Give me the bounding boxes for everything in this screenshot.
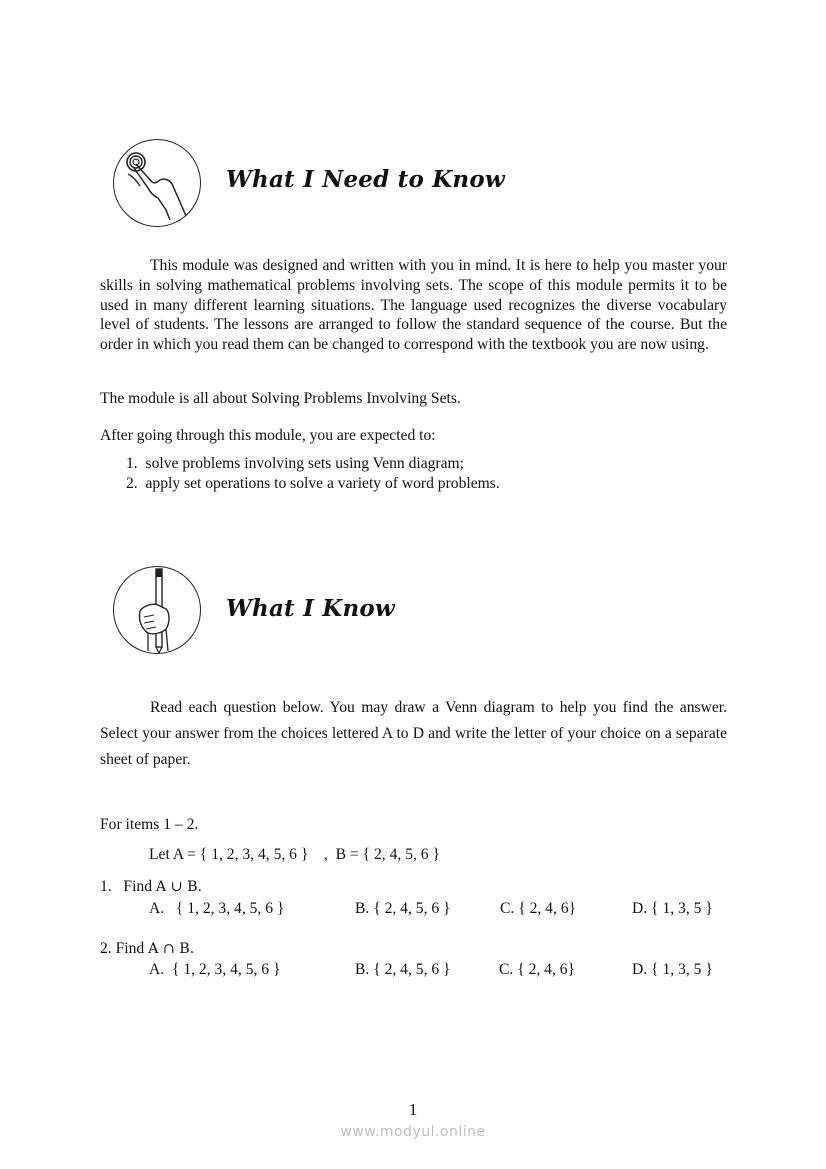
question-word: Find [123, 878, 153, 895]
question-word: Find [115, 940, 145, 957]
question-2-choice-c[interactable]: C. { 2, 4, 6} [499, 961, 576, 978]
objective-text: apply set operations to solve a variety of word problems. [145, 475, 500, 492]
objective-number: 1. [126, 455, 138, 472]
hand-tap-icon [113, 139, 201, 227]
instructions-text: Read each question below. You may draw a Venn diagram to help you find the answer. Select your answer from the choices lettered A to D and write the letter of your choice on a separate sheet of paper. [100, 699, 727, 768]
question-1-choice-a[interactable]: A. { 1, 2, 3, 4, 5, 6 } [149, 900, 285, 917]
expectations-lead-text: After going through this module, you are expected to: [100, 427, 436, 444]
section-title-what-i-need-to-know: What I Need to Know [226, 166, 505, 193]
watermark: www.modyul.online [340, 1124, 486, 1140]
question-1-prompt [100, 878, 202, 896]
objective-item [126, 475, 500, 493]
page-number: 1 [408, 1100, 418, 1119]
module-about-text: The module is all about Solving Problems Involving Sets. [100, 390, 461, 407]
objective-text: solve problems involving sets using Venn diagram; [145, 455, 464, 472]
question-number: 1. [100, 878, 112, 895]
question-number: 2. [100, 940, 112, 957]
question-1-choice-c[interactable]: C. { 2, 4, 6} [500, 900, 577, 917]
instructions-paragraph [100, 695, 727, 773]
question-2-choice-d[interactable]: D. { 1, 3, 5 } [632, 961, 713, 978]
question-1-choice-b[interactable]: B. { 2, 4, 5, 6 } [355, 900, 451, 917]
objective-number: 2. [126, 475, 138, 492]
hand-pencil-icon [113, 566, 201, 654]
question-2-choice-a[interactable]: A. { 1, 2, 3, 4, 5, 6 } [149, 961, 281, 978]
question-1-choice-d[interactable]: D. { 1, 3, 5 } [632, 900, 713, 917]
intro-paragraph [100, 256, 727, 355]
objective-item [126, 455, 464, 473]
question-expression: A ∪ B. [155, 879, 203, 895]
question-2-prompt [100, 940, 194, 958]
question-2-choice-b[interactable]: B. { 2, 4, 5, 6 } [355, 961, 451, 978]
intro-text: This module was designed and written with you in mind. It is here to help you master your skills in solving mathematical problems involving sets. The scope of this module permits it to be used in many different learning situations. The language used recognizes the diverse vocabulary level of students. The lessons are arranged to follow the standard sequence of the course. But the order in which you read them can be changed to correspond with the textbook you are now using. [100, 257, 727, 354]
question-expression: A ∩ B. [148, 941, 195, 957]
items-label: For items 1 – 2. [100, 816, 199, 833]
section-title-what-i-know: What I Know [226, 595, 395, 622]
given-sets: Let A = { 1, 2, 3, 4, 5, 6 } , B = { 2, 4, 5, 6 } [149, 846, 440, 863]
